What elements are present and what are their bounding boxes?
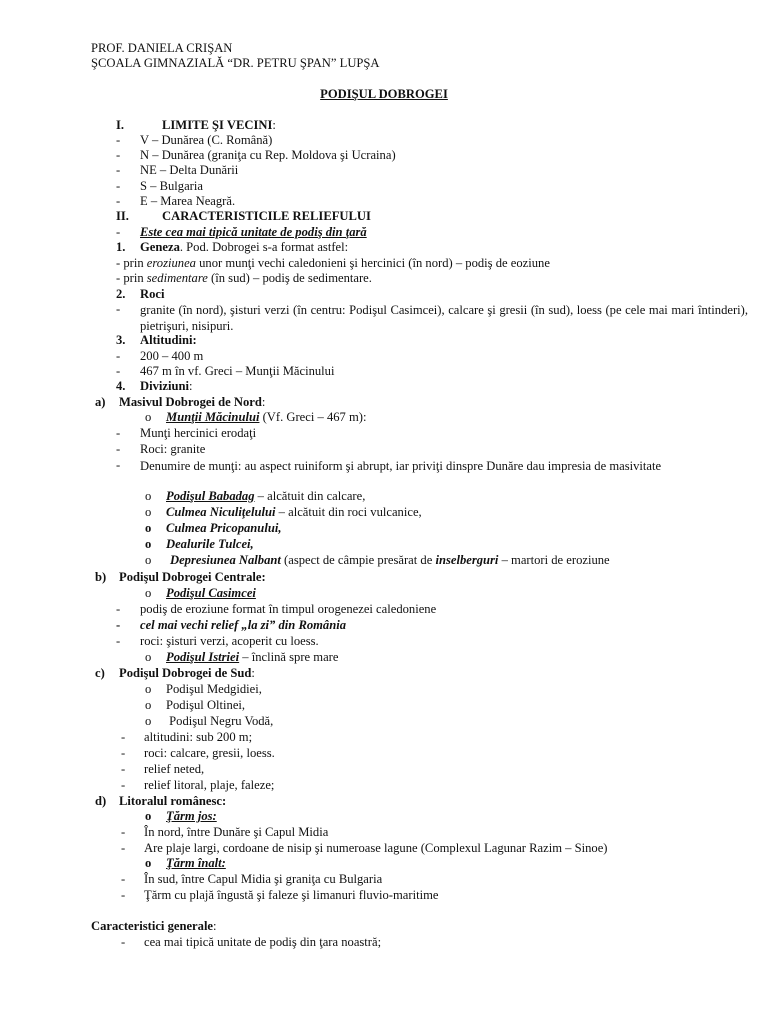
niculitel-name: Culmea Niculiţelului: [166, 505, 276, 519]
nalbant-line: [170, 553, 610, 568]
sub-item: Podişul Oltinei,: [166, 698, 246, 712]
colon: :: [251, 666, 255, 680]
istriei-line: [166, 650, 338, 665]
text: (aspect de câmpie presărat de: [280, 553, 436, 567]
pricopan-item: Culmea Pricopanului,: [166, 521, 282, 535]
subsection-b-heading: Podişul Dobrogei Centrale:: [119, 570, 266, 584]
bullet-circle: o: [145, 505, 152, 519]
subsection-letter: c): [95, 666, 105, 680]
subsection-a-heading: [119, 395, 265, 410]
nalbant-name: Depresiunea Nalbant: [170, 553, 281, 567]
bullet-dash: -: [116, 364, 121, 378]
section-1-heading-line: [162, 118, 276, 133]
geneza-eroziune-line: [116, 256, 550, 271]
limit-item: V – Dunărea (C. Română): [140, 133, 273, 147]
author-line: PROF. DANIELA CRIŞAN: [91, 41, 233, 55]
bullet-circle: o: [145, 698, 152, 712]
bullet-circle: o: [145, 553, 152, 567]
altitude-item: 467 m în vf. Greci – Munţii Măcinului: [140, 364, 335, 378]
section-2-heading: CARACTERISTICILE RELIEFULUI: [162, 209, 371, 223]
bullet-dash: -: [116, 194, 121, 208]
bullet-dash: -: [116, 458, 121, 472]
bullet-circle: o: [145, 856, 152, 870]
bullet-dash: -: [116, 302, 121, 316]
bullet-circle: o: [145, 650, 152, 664]
text: – alcătuit din calcare,: [254, 489, 366, 503]
sedimentare-term: sedimentare: [146, 271, 208, 285]
school-line: ŞCOALA GIMNAZIALĂ “DR. PETRU ŞPAN” LUPŞA: [91, 56, 380, 70]
list-item: relief neted,: [144, 762, 205, 776]
bullet-dash: -: [116, 133, 121, 147]
niculitel-line: [166, 505, 422, 520]
subsection-letter: a): [95, 395, 106, 409]
bullet-dash: -: [116, 148, 121, 162]
altitudini-label: Altitudini:: [140, 333, 197, 347]
page-title: PODIŞUL DOBROGEI: [320, 87, 448, 101]
text: unor munţi vechi caledonieni şi hercinici (în nord) – podiş de eoziune: [195, 256, 550, 270]
label: Caracteristici generale: [91, 919, 214, 933]
list-item: cea mai tipică unitate de podiş din ţara noastră;: [144, 935, 382, 949]
bullet-dash: -: [116, 618, 121, 632]
text: (Vf. Greci – 467 m):: [259, 410, 367, 424]
bullet-circle: o: [145, 809, 152, 823]
geneza-line: [140, 240, 348, 255]
bullet-dash: -: [116, 442, 121, 456]
label: Podişul Dobrogei de Sud: [119, 666, 252, 680]
list-item: roci: calcare, gresii, loess.: [144, 746, 275, 760]
subsection-letter: b): [95, 570, 107, 584]
bullet-dash: -: [121, 825, 126, 839]
bullet-circle: o: [145, 410, 152, 424]
istriei-name: Podişul Istriei: [166, 650, 240, 664]
macin-line: [166, 410, 366, 425]
bullet-circle: o: [145, 537, 152, 551]
bullet-dash: -: [121, 762, 126, 776]
colon: :: [261, 395, 266, 409]
subsection-letter: d): [95, 794, 107, 808]
list-item: În nord, între Dunăre şi Capul Midia: [144, 825, 329, 839]
tulcei-item: Dealurile Tulcei,: [166, 537, 254, 551]
text: (în sud) – podiş de sedimentare.: [207, 271, 372, 285]
macin-name: Munţii Măcinului: [166, 410, 260, 424]
limit-item: S – Bulgaria: [140, 179, 203, 193]
item-number: 3.: [116, 333, 126, 347]
list-item: podiş de eroziune format în timpul orogenezei caledoniene: [140, 602, 437, 616]
colon: :: [213, 919, 217, 933]
altitude-item: 200 – 400 m: [140, 349, 204, 363]
list-item: altitudini: sub 200 m;: [144, 730, 253, 744]
bullet-circle: o: [145, 714, 152, 728]
geneza-text: . Pod. Dobrogei s-a format astfel:: [179, 240, 349, 254]
list-item: Roci: granite: [140, 442, 206, 456]
bullet-circle: o: [145, 521, 152, 535]
tarm-jos-heading: Ţărm jos:: [166, 809, 217, 823]
bullet-dash: -: [121, 778, 126, 792]
babadag-name: Podişul Babadag: [166, 489, 255, 503]
limit-item: E – Marea Neagră.: [140, 194, 236, 208]
tarm-inalt-heading: Ţărm înalt:: [166, 856, 226, 870]
colon: :: [189, 379, 193, 393]
typical-statement: Este cea mai tipică unitate de podiş din ţară: [140, 225, 367, 239]
eroziunea-term: eroziunea: [146, 256, 196, 270]
sub-item: Podişul Medgidiei,: [166, 682, 262, 696]
diviziuni-label: Diviziuni: [140, 379, 189, 393]
item-number: 4.: [116, 379, 126, 393]
list-item: Are plaje largi, cordoane de nisip şi numeroase lagune (Complexul Lagunar Razim – Sinoe): [144, 841, 608, 855]
inselberguri-term: inselberguri: [435, 553, 499, 567]
colon: :: [272, 118, 276, 132]
sub-item: Podişul Negru Vodă,: [166, 714, 274, 728]
limit-item: NE – Delta Dunării: [140, 163, 239, 177]
bullet-dash: -: [116, 634, 121, 648]
geneza-label: Geneza: [140, 240, 180, 254]
text: - prin: [116, 271, 147, 285]
text: – înclină spre mare: [239, 650, 339, 664]
text: – martori de eroziune: [498, 553, 610, 567]
list-item: roci: şisturi verzi, acoperit cu loess.: [140, 634, 319, 648]
geneza-sedimentare-line: [116, 271, 372, 286]
bullet-dash: -: [121, 841, 126, 855]
label: Masivul Dobrogei de Nord: [119, 395, 262, 409]
bullet-dash: -: [121, 872, 126, 886]
list-item: Munţi hercinici erodaţi: [140, 426, 257, 440]
subsection-c-heading: [119, 666, 255, 681]
subsection-d-heading: Litoralul românesc:: [119, 794, 227, 808]
bullet-dash: -: [116, 426, 121, 440]
bullet-dash: -: [121, 746, 126, 760]
section-1-heading: LIMITE ŞI VECINI: [162, 118, 273, 132]
bullet-circle: o: [145, 489, 152, 503]
list-item: Ţărm cu plajă îngustă şi faleze şi limanuri fluvio-maritime: [144, 888, 439, 902]
bullet-dash: -: [121, 730, 126, 744]
bullet-dash: -: [116, 225, 121, 239]
bullet-dash: -: [116, 179, 121, 193]
casimcei-item: Podişul Casimcei: [166, 586, 256, 600]
bullet-circle: o: [145, 586, 152, 600]
section-1-number: I.: [116, 118, 125, 132]
roci-label: Roci: [140, 287, 165, 301]
list-item: relief litoral, plaje, faleze;: [144, 778, 275, 792]
general-heading: [91, 919, 217, 934]
text: - prin: [116, 256, 147, 270]
text: – alcătuit din roci vulcanice,: [275, 505, 422, 519]
limit-item: N – Dunărea (graniţa cu Rep. Moldova şi Ucraina): [140, 148, 396, 162]
bullet-dash: -: [121, 935, 126, 949]
section-2-number: II.: [116, 209, 129, 223]
roci-text: granite (în nord), şisturi verzi (în centru: Podişul Casimcei), calcare şi gresii (în sud), loess (pe cele mai mari întinderi), pietrişuri, nisipuri.: [140, 303, 748, 333]
list-item: În sud, între Capul Midia şi graniţa cu Bulgaria: [144, 872, 383, 886]
babadag-line: [166, 489, 365, 504]
bullet-dash: -: [116, 349, 121, 363]
denumire-text: Denumire de munţi: au aspect ruiniform şi abrupt, iar priviţi dinspre Dunăre dau impresia de masivitate: [140, 459, 662, 473]
bullet-dash: -: [121, 888, 126, 902]
diviziuni-line: [140, 379, 193, 394]
item-number: 1.: [116, 240, 126, 254]
item-number: 2.: [116, 287, 126, 301]
bullet-circle: o: [145, 682, 152, 696]
oldest-relief-item: cel mai vechi relief „la zi” din România: [140, 618, 347, 632]
bullet-dash: -: [116, 163, 121, 177]
bullet-dash: -: [116, 602, 121, 616]
